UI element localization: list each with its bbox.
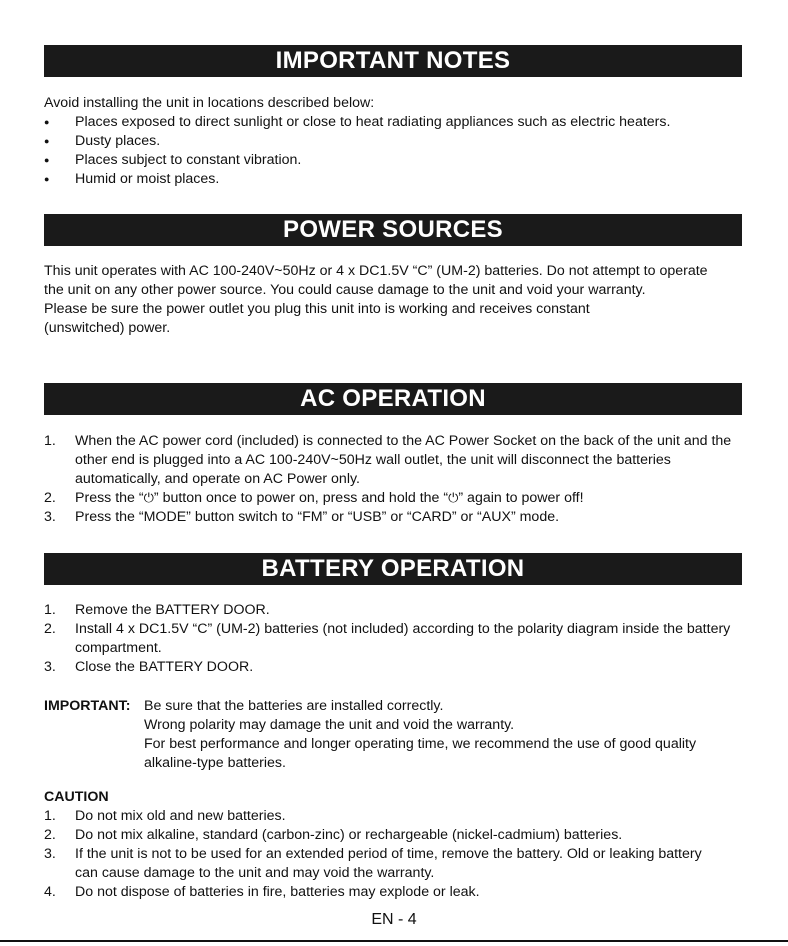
list-item: ● Places subject to constant vibration. (44, 151, 744, 170)
list-number: 3. (44, 509, 56, 525)
section-header-battery-operation: BATTERY OPERATION (44, 553, 742, 585)
important-label: IMPORTANT: (44, 698, 131, 714)
important-line: Wrong polarity may damage the unit and void the warranty. (144, 717, 515, 733)
important-notes-section (44, 94, 744, 189)
list-item (44, 508, 744, 527)
caution-text: Do not mix old and new batteries. (75, 808, 286, 824)
ac-step-3-text: Press the “MODE” button switch to “FM” or “USB” or “CARD” or “AUX” mode. (75, 509, 560, 525)
power-paragraph-2: Please be sure the power outlet you plug this unit into is working and receives constant (unswitched) power. (44, 301, 590, 336)
list-item (44, 601, 744, 620)
list-number: 1. (44, 808, 56, 824)
battery-step-text: Install 4 x DC1.5V “C” (UM-2) batteries (not included) according to the polarity diagram inside the battery compartment. (75, 621, 731, 656)
list-item (44, 826, 744, 845)
list-number: 2. (44, 490, 56, 506)
list-number: 3. (44, 659, 56, 675)
battery-step-text: Close the BATTERY DOOR. (75, 659, 254, 675)
caution-text: Do not mix alkaline, standard (carbon-zinc) or rechargeable (nickel-cadmium) batteries. (75, 827, 623, 843)
list-item (44, 620, 744, 658)
section-header-important-notes: IMPORTANT NOTES (44, 45, 742, 77)
list-item: ● Humid or moist places. (44, 170, 744, 189)
important-note-body (44, 697, 744, 773)
list-item (44, 432, 744, 489)
list-number: 4. (44, 884, 56, 900)
list-number: 2. (44, 621, 56, 637)
page-number: EN - 4 (371, 911, 417, 928)
list-number: 3. (44, 846, 56, 862)
list-item: ● Dusty places. (44, 132, 744, 151)
important-line: Be sure that the batteries are installed correctly. (144, 698, 444, 714)
caution-list (44, 807, 744, 902)
list-number: 1. (44, 602, 56, 618)
list-number: 2. (44, 827, 56, 843)
list-item (44, 807, 744, 826)
power-icon: ⏻ (448, 491, 459, 506)
power-icon: ⏻ (143, 491, 154, 506)
important-note (44, 697, 744, 773)
battery-operation-section (44, 601, 744, 677)
caution-title: CAUTION (44, 789, 109, 805)
list-item (44, 845, 715, 883)
ac-operation-section (44, 432, 744, 527)
list-item (44, 658, 744, 677)
ac-steps-list (44, 432, 744, 527)
ac-step-2-text-b: ” button once to power on, press and hold the “ (153, 490, 449, 506)
notes-intro: Avoid installing the unit in locations described below: (44, 95, 375, 111)
power-paragraph-1: This unit operates with AC 100-240V~50Hz or 4 x DC1.5V “C” (UM-2) batteries. Do not attempt to operate the unit on any other power source. You could cause damage to the unit and void your warranty. (44, 263, 708, 298)
list-item (44, 883, 744, 902)
caution-section (44, 788, 744, 902)
important-line: For best performance and longer operating time, we recommend the use of good quality alkaline-type batteries. (144, 736, 697, 771)
ac-step-2-text-c: ” again to power off! (458, 490, 584, 506)
list-number: 1. (44, 433, 56, 449)
caution-text: Do not dispose of batteries in fire, batteries may explode or leak. (75, 884, 480, 900)
list-item: ● Places exposed to direct sunlight or close to heat radiating appliances such as electric heaters. (44, 113, 744, 132)
battery-steps-list (44, 601, 744, 677)
bottom-divider (0, 940, 788, 942)
battery-step-text: Remove the BATTERY DOOR. (75, 602, 270, 618)
section-header-power-sources: POWER SOURCES (44, 214, 742, 246)
section-header-ac-operation: AC OPERATION (44, 383, 742, 415)
power-sources-section (44, 262, 724, 338)
ac-step-1-text: When the AC power cord (included) is connected to the AC Power Socket on the back of the unit and the other end is plugged into a AC 100-240V~50Hz wall outlet, the unit will disconnect the batteries automatically, and operate on AC Power only. (75, 433, 732, 487)
ac-step-2-text-a: Press the “ (75, 490, 144, 506)
caution-text: If the unit is not to be used for an extended period of time, remove the battery. Old or leaking battery can cause damage to the unit and may void the warranty. (75, 846, 702, 881)
notes-list (44, 113, 744, 189)
list-item (44, 489, 744, 508)
